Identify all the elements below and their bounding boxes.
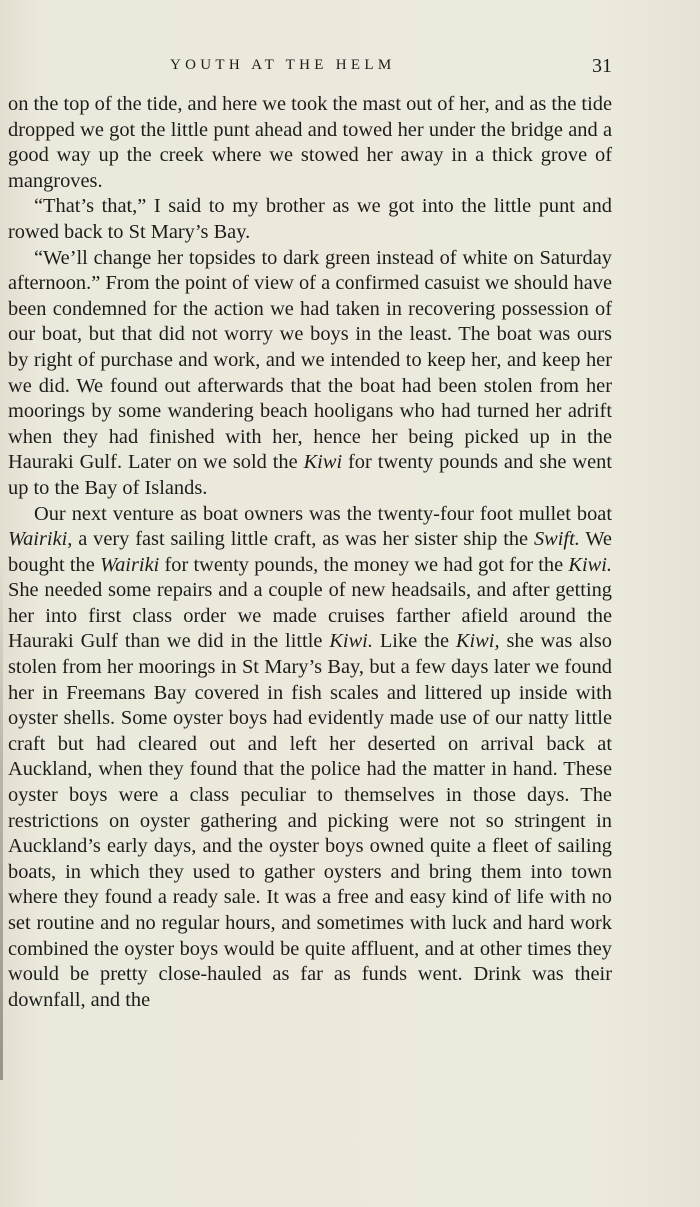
italic-text: Kiwi. xyxy=(568,553,612,576)
italic-text: Kiwi xyxy=(303,451,343,474)
body-text xyxy=(8,92,612,1013)
italic-text: Swift. xyxy=(533,528,580,551)
italic-text: Kiwi, xyxy=(455,630,500,653)
paragraph-text: We bought the xyxy=(8,528,612,576)
paragraph-text: she was also stolen from her moorings in St Mary’s Bay, but a few days later we found her in Freemans Bay covered in fish scales and littered up inside with oyster shells. Some oyster boys had evidently made use of our natty little craft but had cleared out and left her deserted on arrival back at Auckland, when they found that the police had the matter in hand. These oyster boys were a class peculiar to themselves in those days. The restrictions on oyster gathering and picking were not so stringent in Auckland’s early days, and the oyster boys owned quite a fleet of sailing boats, in which they used to gather oysters and bring them into town where they found a ready sale. It was a free and easy kind of life with no set routine and no regular hours, and sometimes with luck and hard work combined the oyster boys would be quite affluent, and at other times they would be pretty close-hauled as far as funds went. Drink was their downfall, and the xyxy=(8,630,612,1011)
paragraph-text: “We’ll change her topsides to dark green instead of white on Saturday afternoon.” From the point of view of a confirmed casuist we should have been condemned for the action we had taken in recovering possession of our boat, but that did not worry we boys in the least. The boat was ours by right of purchase and work, and we intended to keep her, and keep her we did. We found out afterwards that the boat had been stolen from her moorings by some wandering beach hooligans who had turned her adrift when they had finished with her, hence her being picked up in the Hauraki Gulf. Later on we sold the xyxy=(8,246,612,474)
paragraph-text: for twenty pounds, the money we had got for the xyxy=(159,553,569,576)
paragraph xyxy=(8,502,612,1014)
paragraph xyxy=(8,194,612,245)
paragraph-text: a very fast sailing little craft, as was her sister ship the xyxy=(72,528,534,551)
paragraph xyxy=(8,92,612,194)
italic-text: Wairiki, xyxy=(8,528,73,551)
paragraph-text: Like the xyxy=(372,630,456,653)
paragraph-text: on the top of the tide, and here we took the mast out of her, and as the tide dropped we got the little punt ahead and towed her under the bridge and a good way up the creek where we stowed her away in a thick grove of mangroves. xyxy=(8,93,612,192)
paragraph-text: She needed some repairs and a couple of new headsails, and after getting her into first class order we made cruises farther afield around the Hauraki Gulf than we did in the little xyxy=(8,579,612,653)
paragraph-text: for twenty pounds and she went up to the Bay of Islands. xyxy=(8,451,612,499)
page-number: 31 xyxy=(592,55,612,77)
running-head xyxy=(0,55,700,81)
page-edge-shadow xyxy=(0,560,3,1080)
italic-text: Wairiki xyxy=(100,553,160,576)
italic-text: Kiwi. xyxy=(329,630,373,653)
running-title: YOUTH AT THE HELM xyxy=(170,57,396,73)
paragraph-text: Our next venture as boat owners was the twenty-four foot mullet boat xyxy=(34,502,612,525)
paragraph xyxy=(8,246,612,502)
paragraph-text: “That’s that,” I said to my brother as we got into the little punt and rowed back to St Mary’s Bay. xyxy=(8,195,612,243)
